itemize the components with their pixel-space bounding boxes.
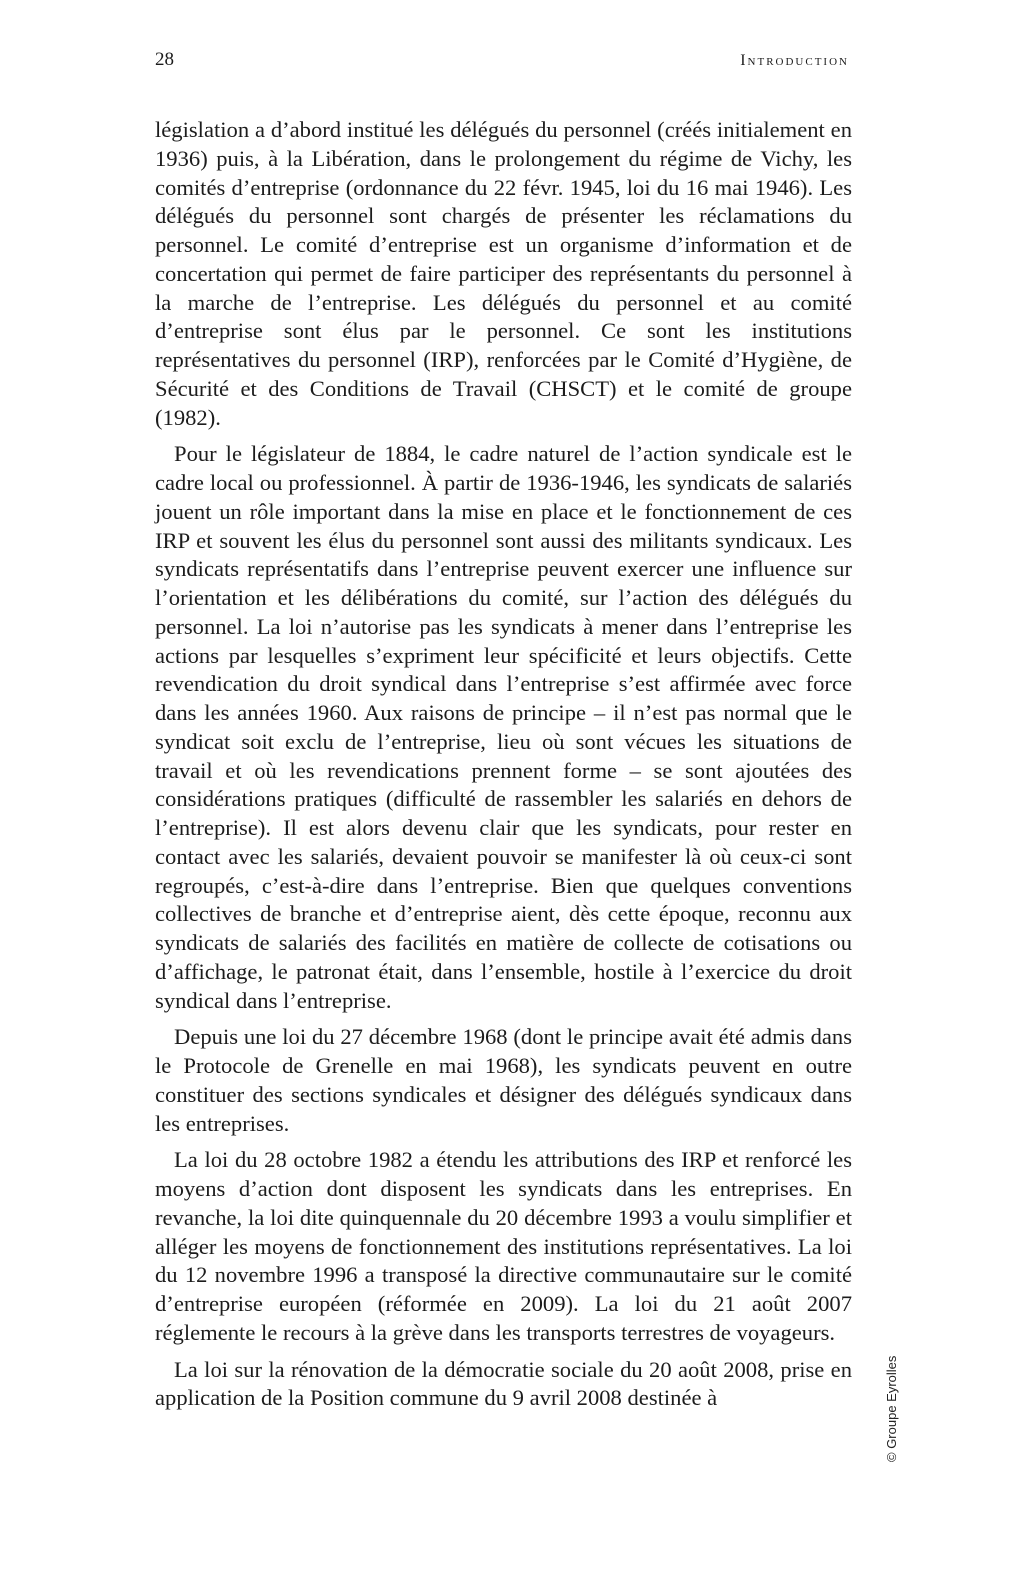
body-text	[155, 116, 852, 1413]
paragraph: La loi sur la rénovation de la démocratie sociale du 20 août 2008, prise en application de la Position commune du 9 avril 2008 destinée à	[155, 1356, 852, 1411]
page-number: 28	[155, 49, 174, 70]
paragraph: Depuis une loi du 27 décembre 1968 (dont le principe avait été admis dans le Protocole de Grenelle en mai 1968), les syndicats peuvent en outre constituer des sections syndicales et désigner des délégués syndicaux dans les entreprises.	[155, 1024, 852, 1136]
running-head: Introduction	[740, 52, 849, 69]
copyright-notice: © Groupe Eyrolles	[884, 1355, 899, 1462]
paragraph: Pour le législateur de 1884, le cadre naturel de l’action syndicale est le cadre local ou professionnel. À partir de 1936-1946, les syndicats de salariés jouent un rôle important dans la mise en place et le fonctionnement de ces IRP et souvent les élus du personnel sont aussi des militants syndicaux. Les syndicats représentatifs dans l’entreprise peuvent exercer une influence sur l’orientation et les délibérations du comité, sur l’action des délégués du personnel. La loi n’autorise pas les syndicats à mener dans l’entreprise les actions par lesquelles s’expriment leur spécificité et leurs objectifs. Cette revendication du droit syndical dans l’entreprise s’est affirmée avec force dans les années 1960. Aux raisons de principe – il n’est pas normal que le syndicat soit exclu de l’entreprise, lieu où sont vécues les situations de travail et où les revendications prennent forme – se sont ajoutées des considérations pratiques (difficulté de rassembler les salariés en dehors de l’entreprise). Il est alors devenu clair que les syndicats, pour rester en contact avec les salariés, devaient pouvoir se manifester là où ceux-ci sont regroupés, c’est-à-dire dans l’entreprise. Bien que quelques conventions collectives de branche et d’entreprise aient, dès cette époque, reconnu aux syndicats de salariés des facilités en matière de collecte de cotisations ou d’affichage, le patronat était, dans l’ensemble, hostile à l’exercice du droit syndical dans l’entreprise.	[155, 441, 852, 1013]
paragraph: La loi du 28 octobre 1982 a étendu les attributions des IRP et renforcé les moyens d’action dont disposent les syndicats dans les entreprises. En revanche, la loi dite quinquennale du 20 décembre 1993 a voulu simplifier et alléger les moyens de fonctionnement des institutions représentatives. La loi du 12 novembre 1996 a transposé la directive communautaire sur le comité d’entreprise européen (réformée en 2009). La loi du 21 août 2007 réglemente le recours à la grève dans les transports terrestres de voyageurs.	[155, 1147, 852, 1345]
paragraph-continuation: législation a d’abord institué les délégués du personnel (créés initialement en 1936) puis, à la Libération, dans le prolongement du régime de Vichy, les comités d’entreprise (ordonnance du 22 févr. 1945, loi du 16 mai 1946). Les délégués du personnel sont chargés de présenter les réclamations du personnel. Le comité d’entreprise est un organisme d’information et de concertation qui permet de faire participer des représentants du personnel à la marche de l’entreprise. Les délégués du personnel et au comité d’entreprise sont élus par le personnel. Ce sont les institutions représentatives du personnel (IRP), renforcées par le Comité d’Hygiène, de Sécurité et des Conditions de Travail (CHSCT) et le comité de groupe (1982).	[155, 117, 852, 430]
